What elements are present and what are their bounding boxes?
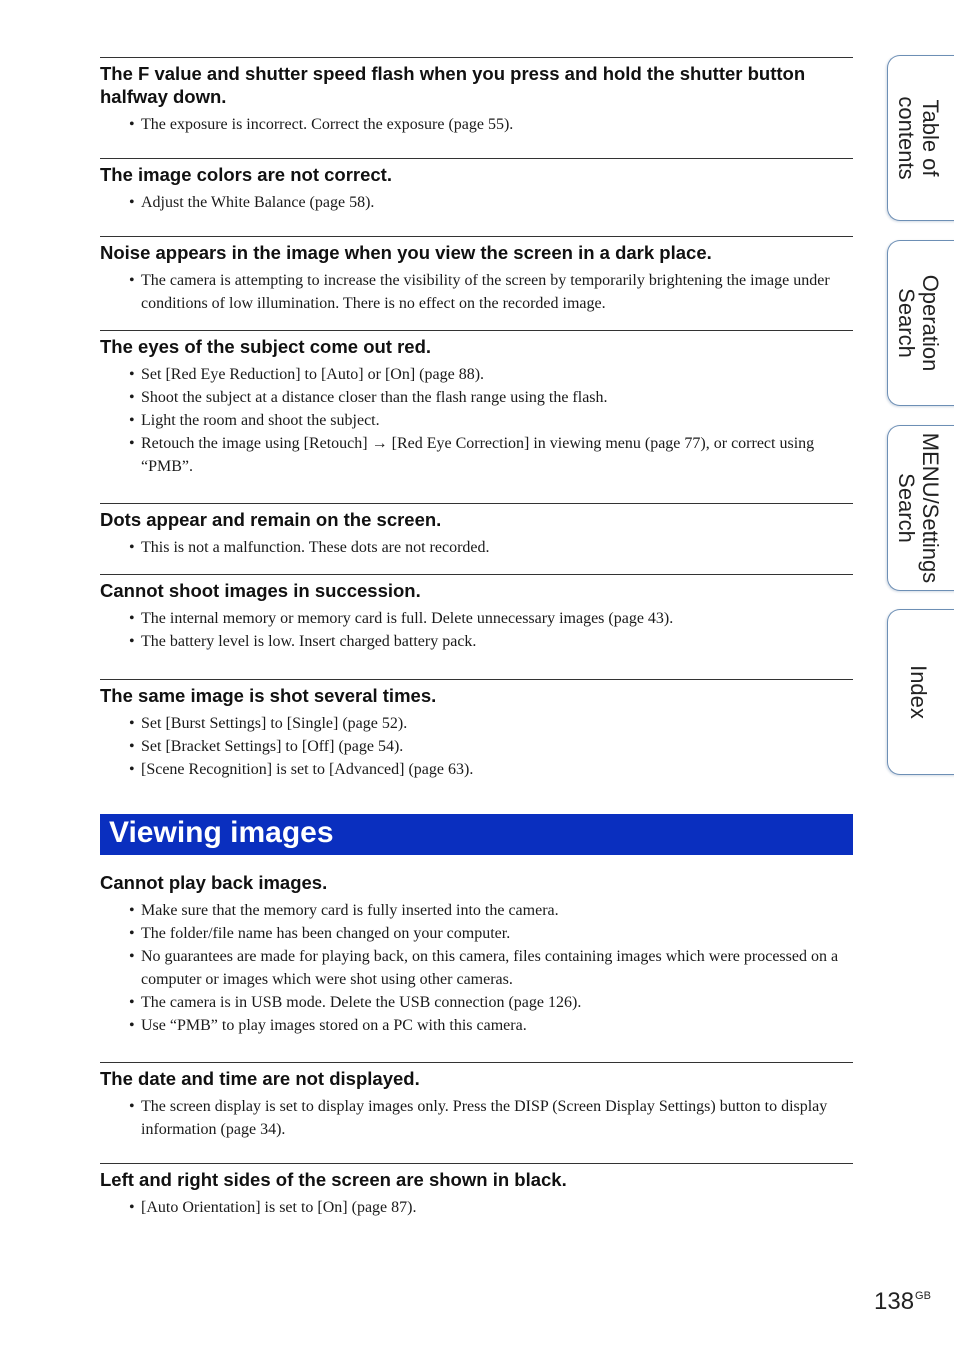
troubleshooting-section: [100, 855, 853, 1062]
bullet-item: • The camera is in USB mode. Delete the USB connection (page 126).: [100, 991, 853, 1014]
section-heading: The image colors are not correct.: [100, 164, 392, 185]
tab-index[interactable]: [887, 609, 954, 775]
troubleshooting-section: [100, 158, 853, 236]
bullet-list: [100, 1196, 853, 1219]
bullet-item: • The exposure is incorrect. Correct the exposure (page 55).: [100, 113, 853, 136]
sections-before-banner: [100, 57, 853, 781]
section-heading: Left and right sides of the screen are shown in black.: [100, 1169, 567, 1190]
bullet-list: [100, 536, 853, 559]
tab-label: [886, 610, 950, 774]
page-number-value: 138: [874, 1288, 915, 1315]
section-heading: The F value and shutter speed flash when you press and hold the shutter button halfway down.: [100, 63, 806, 107]
bullet-item: • Set [Bracket Settings] to [Off] (page 54).: [100, 735, 853, 758]
bullet-list: [100, 269, 853, 315]
troubleshooting-section: [100, 503, 853, 574]
bullet-item: • No guarantees are made for playing back, on this camera, files containing images which were processed on a computer or images which were shot using other cameras.: [100, 945, 853, 991]
tab-operation-search[interactable]: [887, 240, 954, 406]
bullet-item: • The camera is attempting to increase the visibility of the screen by temporarily brightening the image under conditions of low illumination. There is no effect on the recorded image.: [100, 269, 853, 315]
tab-menu-settings-search[interactable]: [887, 425, 954, 591]
section-heading: Cannot play back images.: [100, 872, 328, 893]
troubleshooting-section: [100, 236, 853, 330]
bullet-item: • [Auto Orientation] is set to [On] (page 87).: [100, 1196, 853, 1219]
bullet-item: • Set [Red Eye Reduction] to [Auto] or [On] (page 88).: [100, 363, 853, 386]
troubleshooting-section: [100, 1163, 853, 1219]
tab-label-line2: Search: [894, 473, 919, 543]
bullet-item: • The screen display is set to display images only. Press the DISP (Screen Display Settings) button to display information (page 34).: [100, 1095, 853, 1141]
section-heading: Dots appear and remain on the screen.: [100, 509, 442, 530]
troubleshooting-section: [100, 57, 853, 158]
bullet-item: • Set [Burst Settings] to [Single] (page 52).: [100, 712, 853, 735]
bullet-list: [100, 712, 853, 781]
bullet-item: • The internal memory or memory card is full. Delete unnecessary images (page 43).: [100, 607, 853, 630]
bullet-item: • Make sure that the memory card is fully inserted into the camera.: [100, 899, 853, 922]
tab-label-line1: Index: [906, 665, 931, 719]
tab-table-of-contents[interactable]: [887, 55, 954, 221]
viewing-images-banner: Viewing images: [100, 814, 853, 855]
bullet-item: • Shoot the subject at a distance closer than the flash range using the flash.: [100, 386, 853, 409]
section-heading: Cannot shoot images in succession.: [100, 580, 421, 601]
bullet-item: • Use “PMB” to play images stored on a PC with this camera.: [100, 1014, 853, 1037]
bullet-list: [100, 607, 853, 653]
bullet-item: • [Scene Recognition] is set to [Advanced] (page 63).: [100, 758, 853, 781]
sections-after-banner: [100, 855, 853, 1219]
page-region-suffix: GB: [915, 1290, 931, 1302]
troubleshooting-section: [100, 1062, 853, 1163]
troubleshooting-section: [100, 574, 853, 679]
bullet-item: • Light the room and shoot the subject.: [100, 409, 853, 432]
bullet-list: [100, 363, 853, 478]
bullet-list: [100, 113, 853, 136]
page-content: [100, 57, 853, 1219]
bullet-item: • Retouch the image using [Retouch] → [Red Eye Correction] in viewing menu (page 77), or correct using “PMB”.: [100, 432, 853, 478]
tab-label-line1: Table of: [918, 99, 943, 177]
tab-label-line2: Search: [894, 288, 919, 358]
tab-label-line1: Operation: [918, 274, 943, 372]
tab-label: [886, 426, 950, 590]
tab-label-line2: contents: [894, 96, 919, 180]
section-heading: Noise appears in the image when you view the screen in a dark place.: [100, 242, 712, 263]
section-heading: The same image is shot several times.: [100, 685, 437, 706]
bullet-item: • Adjust the White Balance (page 58).: [100, 191, 853, 214]
bullet-list: [100, 191, 853, 214]
bullet-item: • The battery level is low. Insert charged battery pack.: [100, 630, 853, 653]
section-heading: The date and time are not displayed.: [100, 1068, 420, 1089]
troubleshooting-section: [100, 679, 853, 781]
bullet-list: [100, 1095, 853, 1141]
tab-label: [886, 56, 950, 220]
bullet-list: [100, 899, 853, 1037]
bullet-item: • This is not a malfunction. These dots are not recorded.: [100, 536, 853, 559]
section-heading: The eyes of the subject come out red.: [100, 336, 432, 357]
troubleshooting-section: [100, 330, 853, 503]
bullet-item: • The folder/file name has been changed on your computer.: [100, 922, 853, 945]
tab-label-line1: MENU/Settings: [918, 432, 943, 584]
page-number: [874, 1288, 931, 1316]
tab-label: [886, 241, 950, 405]
